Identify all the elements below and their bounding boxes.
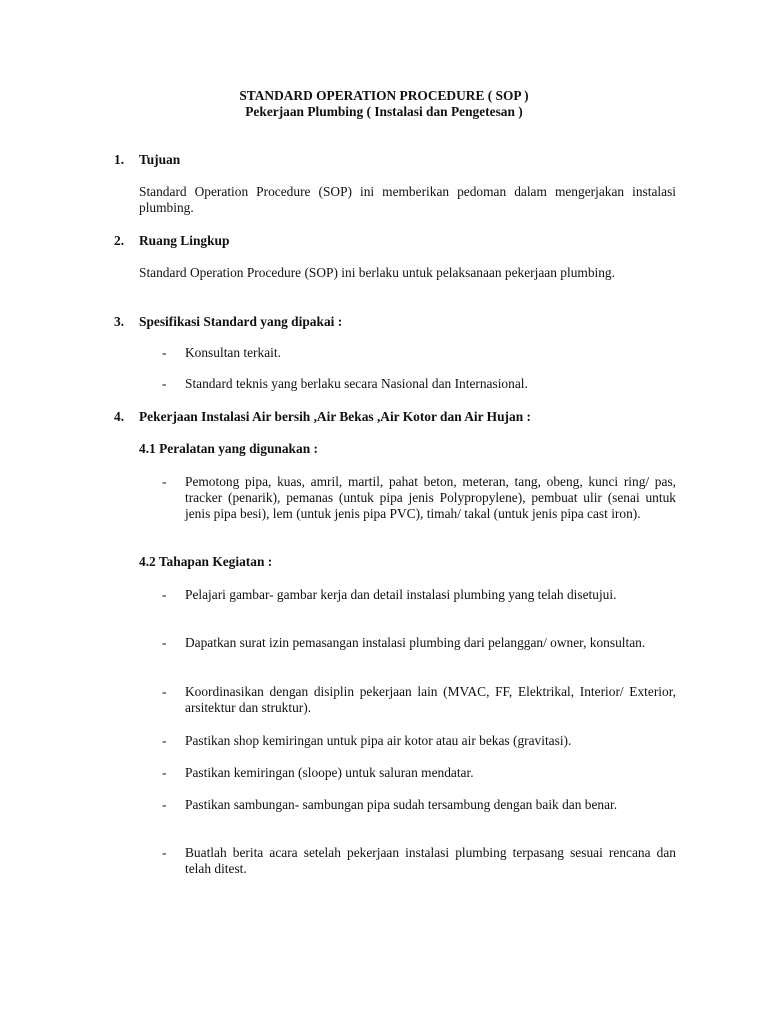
- document-title: STANDARD OPERATION PROCEDURE ( SOP ): [239, 88, 529, 103]
- bullet-dash: -: [162, 587, 167, 602]
- section-paragraph: Standard Operation Procedure (SOP) ini memberikan pedoman dalam mengerjakan instalasi plumbing.: [139, 184, 676, 215]
- section-paragraph: Standard Operation Procedure (SOP) ini berlaku untuk pelaksanaan pekerjaan plumbing.: [139, 265, 615, 280]
- bullet-dash: -: [162, 765, 167, 780]
- subsection-heading-tahapan: 4.2 Tahapan Kegiatan :: [139, 554, 273, 569]
- list-item-text: Pastikan sambungan- sambungan pipa sudah tersambung dengan baik dan benar.: [185, 797, 618, 812]
- section-number: 4.: [114, 409, 125, 424]
- list-item-text: Standard teknis yang berlaku secara Nasional dan Internasional.: [185, 376, 528, 391]
- bullet-dash: -: [162, 684, 167, 699]
- section-heading: Tujuan: [139, 152, 181, 167]
- list-item-text: Pemotong pipa, kuas, amril, martil, pahat beton, meteran, tang, obeng, kunci ring/ pas, tracker (penarik), pemanas (untuk pipa jenis Polypropylene), pembuat ulir (senai untuk jenis pipa besi), lem (untuk jenis pipa PVC), timah/ takal (untuk jenis pipa cast iron).: [185, 474, 676, 521]
- list-item-text: Pelajari gambar- gambar kerja dan detail instalasi plumbing yang telah disetujui.: [185, 587, 617, 602]
- list-item-text: Pastikan kemiringan (sloope) untuk saluran mendatar.: [185, 765, 474, 780]
- document-subtitle: Pekerjaan Plumbing ( Instalasi dan Pengetesan ): [245, 104, 523, 119]
- bullet-dash: -: [162, 845, 167, 860]
- list-item-text: Koordinasikan dengan disiplin pekerjaan lain (MVAC, FF, Elektrikal, Interior/ Exterior, arsitektur dan struktur).: [185, 684, 676, 715]
- bullet-dash: -: [162, 635, 167, 650]
- list-item-text: Pastikan shop kemiringan untuk pipa air kotor atau air bekas (gravitasi).: [185, 733, 572, 748]
- bullet-dash: -: [162, 797, 167, 812]
- list-item-text: Buatlah berita acara setelah pekerjaan instalasi plumbing terpasang sesuai rencana dan telah ditest.: [185, 845, 676, 876]
- list-item-text: Konsultan terkait.: [185, 345, 281, 360]
- section-heading: Pekerjaan Instalasi Air bersih ,Air Bekas ,Air Kotor dan Air Hujan :: [139, 409, 531, 424]
- bullet-dash: -: [162, 345, 167, 360]
- section-number: 2.: [114, 233, 125, 248]
- section-number: 3.: [114, 314, 125, 329]
- bullet-dash: -: [162, 733, 167, 748]
- section-number: 1.: [114, 152, 125, 167]
- section-heading: Spesifikasi Standard yang dipakai :: [139, 314, 343, 329]
- section-heading: Ruang Lingkup: [139, 233, 230, 248]
- subsection-heading-peralatan: 4.1 Peralatan yang digunakan :: [139, 441, 318, 456]
- bullet-dash: -: [162, 376, 167, 391]
- list-item-text: Dapatkan surat izin pemasangan instalasi plumbing dari pelanggan/ owner, konsultan.: [185, 635, 646, 650]
- bullet-dash: -: [162, 474, 167, 489]
